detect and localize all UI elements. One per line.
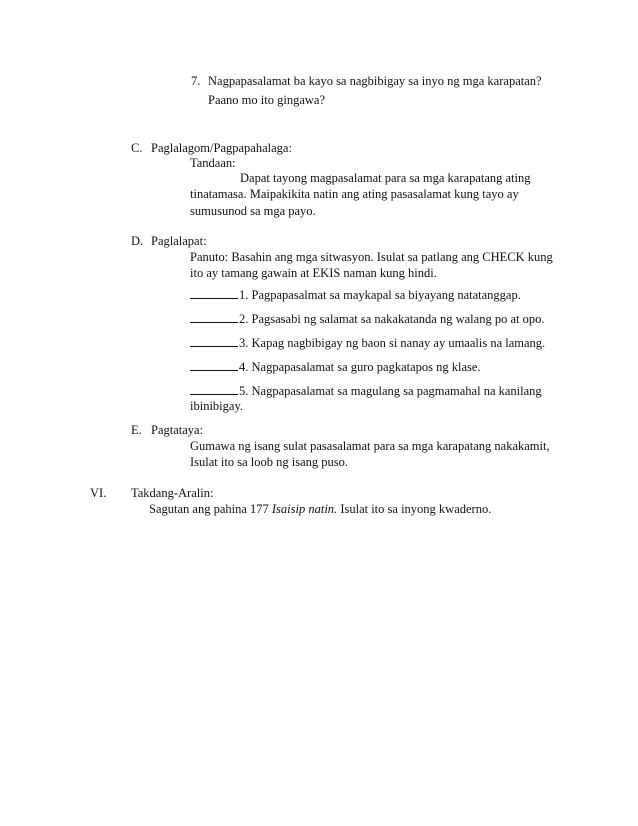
section-d-item-5-continuation: ibinibigay. (190, 399, 244, 413)
section-d-title: Paglalapat: (151, 234, 207, 248)
section-e-letter: E. (131, 423, 142, 437)
section-d-item-2: 2. Pagsasabi ng salamat sa nakakatanda ng walang po at opo. (190, 310, 544, 329)
answer-blank[interactable] (190, 310, 238, 323)
section-d-item-3: 3. Kapag nagbibigay ng baon si nanay ay umaalis na lamang. (190, 334, 545, 353)
answer-blank[interactable] (190, 286, 238, 299)
section-d-item-4: 4. Nagpapasalamat sa guro pagkatapos ng klase. (190, 358, 481, 377)
section-d-item-1: 1. Pagpapasalmat sa maykapal sa biyayang natatanggap. (190, 286, 521, 305)
section-vi-text: Sagutan ang pahina 177 Isaisip natin. Isulat ito sa inyong kwaderno. (149, 502, 492, 516)
section-vi-numeral: VI. (90, 486, 107, 500)
answer-blank[interactable] (190, 358, 238, 371)
answer-blank[interactable] (190, 334, 238, 347)
section-c-text-line: Dapat tayong magpasalamat para sa mga karapatang ating (240, 171, 531, 185)
section-d-letter: D. (131, 234, 144, 248)
section-e-text-line: Gumawa ng isang sulat pasasalamat para sa mga karapatang nakakamit, (190, 439, 550, 453)
answer-blank[interactable] (190, 382, 238, 395)
section-e-title: Pagtataya: (151, 423, 204, 437)
section-c-text-line: tinatamasa. Maipakikita natin ang ating pasasalamat kung tayo ay (190, 187, 519, 201)
section-c-letter: C. (131, 141, 143, 155)
q7-line-2: Paano mo ito gingawa? (208, 93, 325, 107)
q7-line-1: Nagpapasalamat ba kayo sa nagbibigay sa inyo ng mga karapatan? (208, 74, 542, 88)
section-c-text-line: sumusunod sa mga payo. (190, 204, 316, 218)
section-d-instruction-line: Panuto: Basahin ang mga sitwasyon. Isulat sa patlang ang CHECK kung (190, 250, 553, 264)
section-c-title: Paglalagom/Pagpapahalaga: (151, 141, 292, 155)
section-d-item-5: 5. Nagpapasalamat sa magulang sa pagmamahal na kanilang (190, 382, 542, 401)
q7-number: 7. (191, 74, 201, 88)
section-c-subtitle: Tandaan: (190, 156, 236, 170)
section-d-instruction-line: ito ay tamang gawain at EKIS naman kung hindi. (190, 266, 437, 280)
section-vi-italic-ref: Isaisip natin. (271, 502, 338, 516)
section-e-text-line: Isulat ito sa loob ng isang puso. (190, 455, 348, 469)
section-vi-title: Takdang-Aralin: (131, 486, 214, 500)
